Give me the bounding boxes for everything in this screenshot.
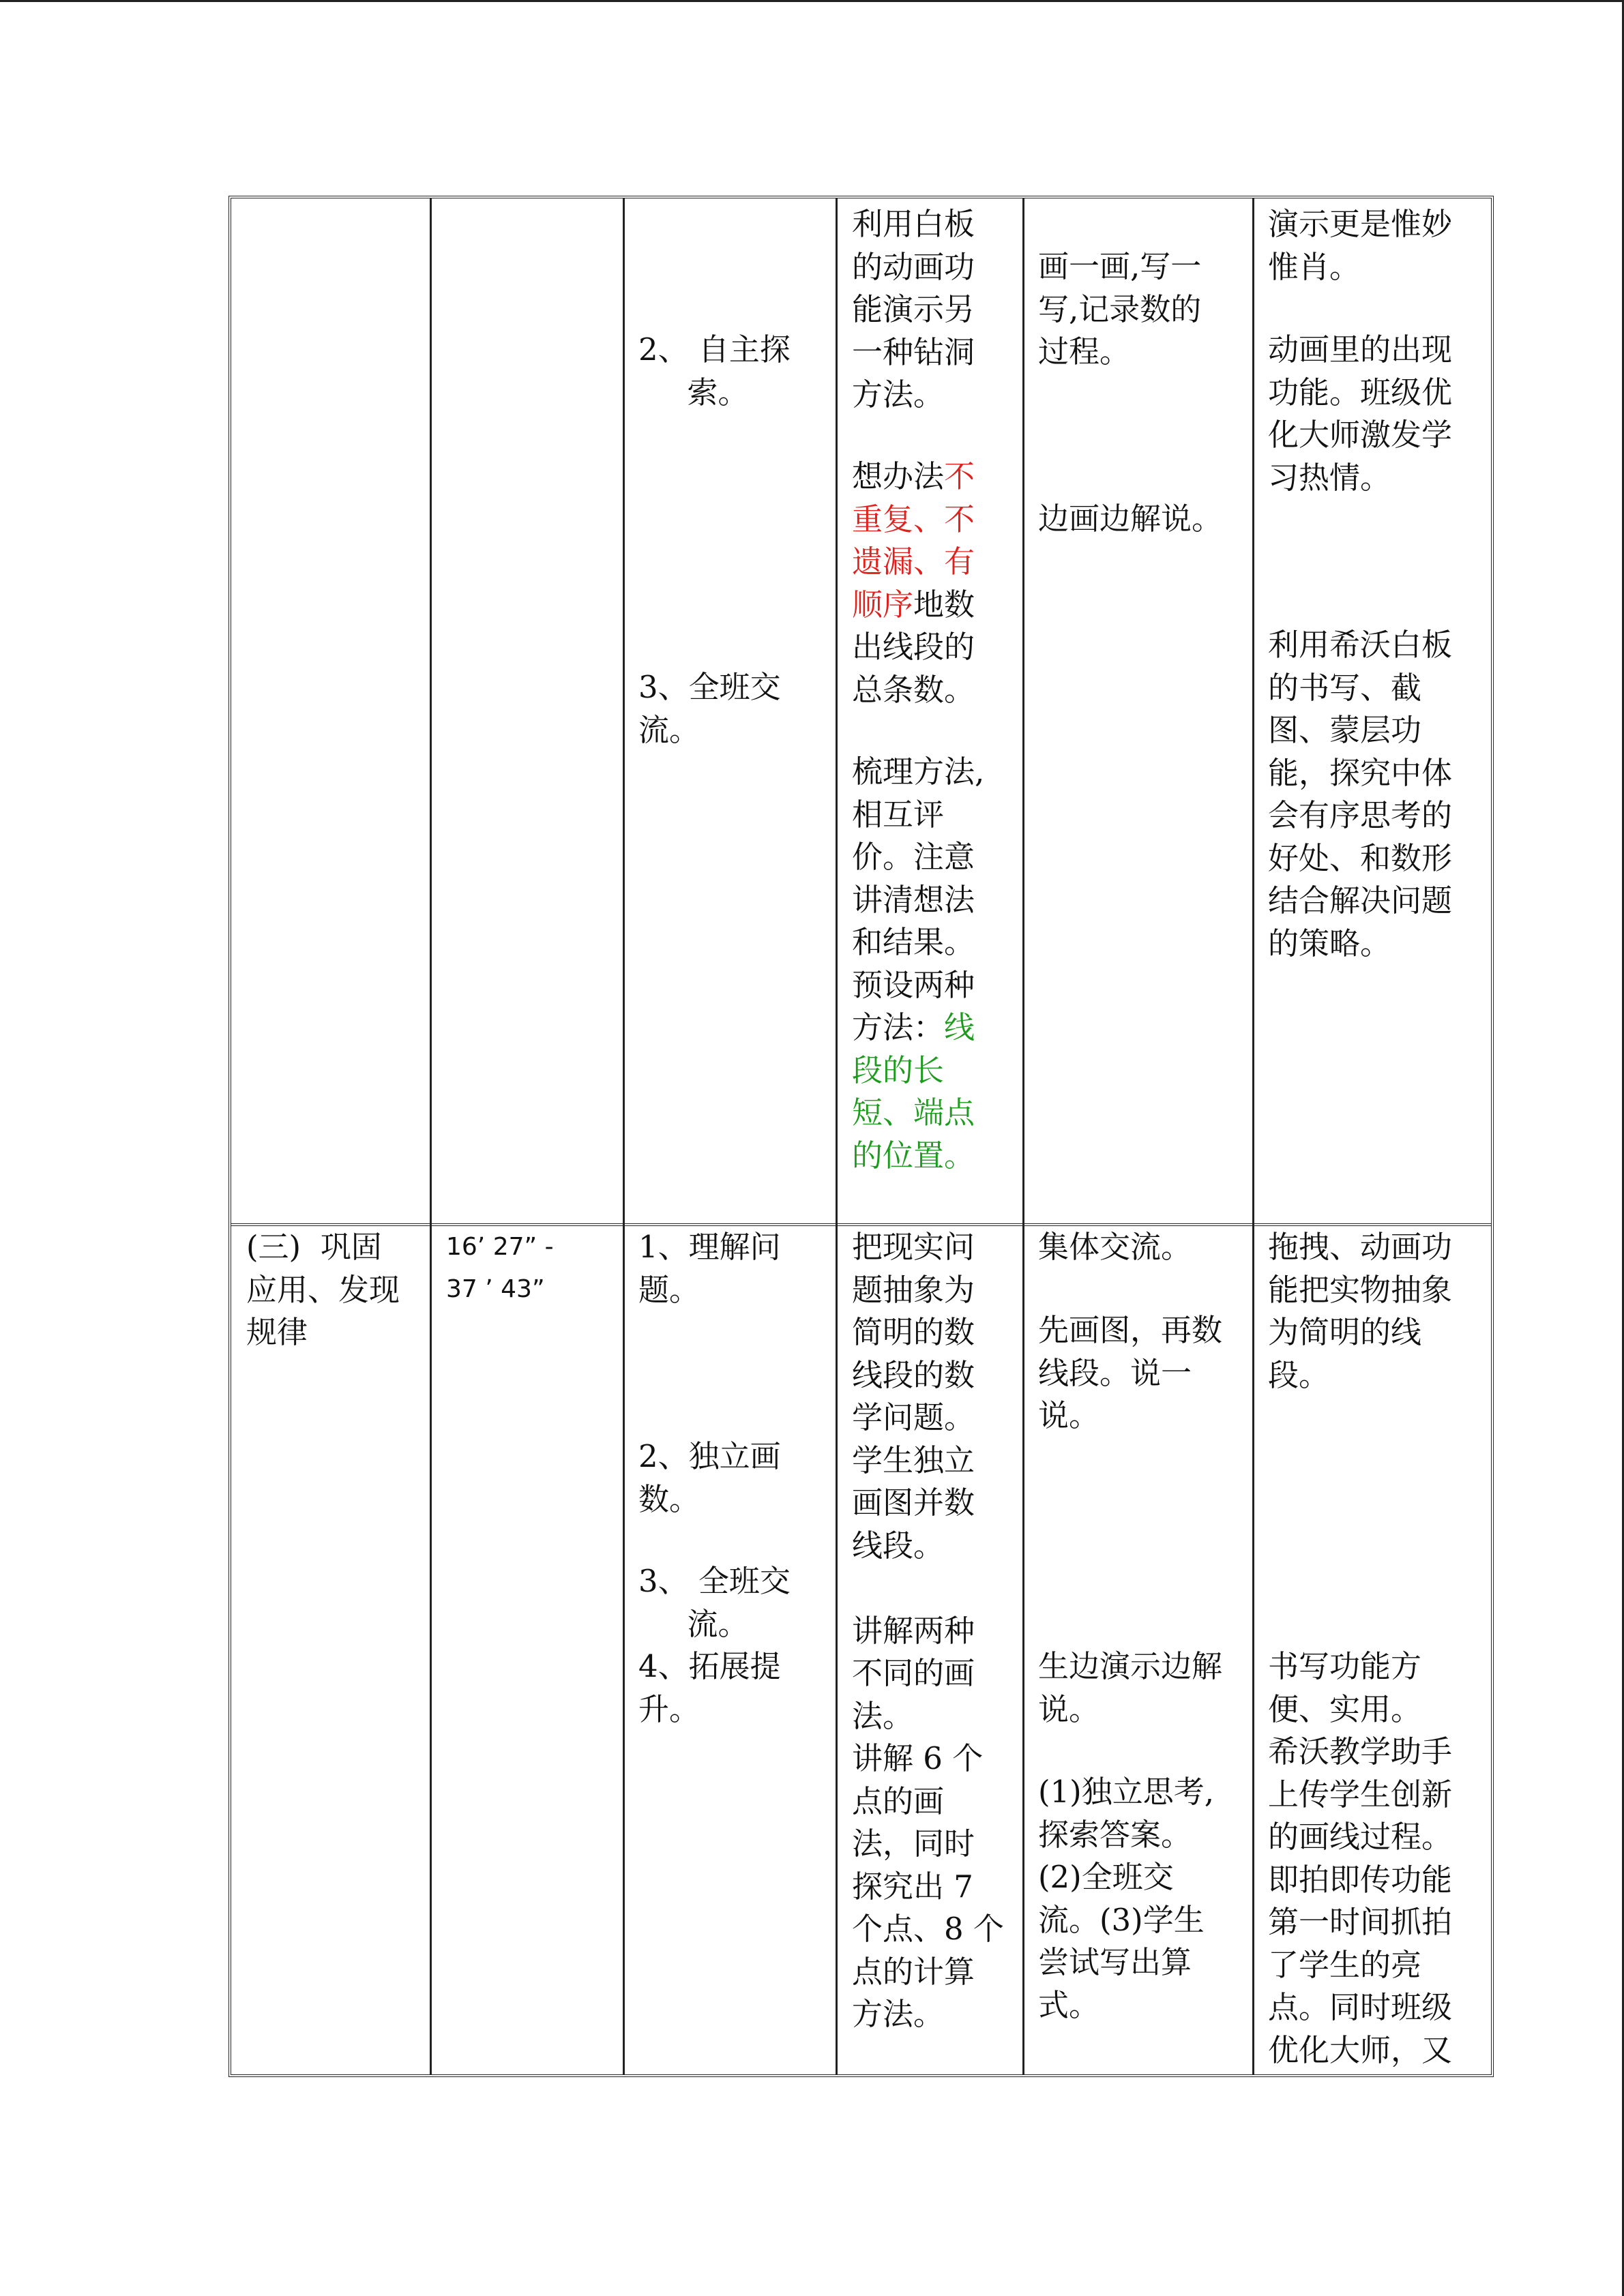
tech-note-drag: 拖拽、动画功 能把实物抽象 为简明的线 段。 — [1268, 1229, 1453, 1393]
activity-demo-explain: 生边演示边解 说。 — [1038, 1648, 1223, 1727]
tech-note-demo: 演示更是惟妙 惟肖。 — [1268, 206, 1453, 285]
column-divider — [1252, 198, 1254, 2074]
content-animation-demo: 利用白板 的动画功 能演示另 一种钻洞 方法。 — [852, 206, 975, 413]
content-count-segments: 想办法不 重复、不 遗漏、有 顺序地数 出线段的 总条数。 — [852, 458, 975, 708]
step-understand-problem: 1、理解问 题。 — [638, 1229, 781, 1308]
stage-title: (三) 巩固 应用、发现 规律 — [246, 1229, 400, 1350]
activity-group-exchange: 集体交流。 — [1038, 1229, 1192, 1265]
step-class-exchange: 3、全班交 流。 — [638, 669, 781, 748]
step-draw-count: 2、独立画 数。 — [638, 1438, 781, 1517]
activity-draw-then-count: 先画图，再数 线段。说一 说。 — [1038, 1312, 1223, 1433]
step-autonomous-exploration: 2、 自主探 索。 — [638, 331, 791, 411]
column-divider — [836, 198, 838, 2074]
column-divider — [430, 198, 432, 2074]
column-divider — [623, 198, 625, 2074]
tech-note-writing: 书写功能方 便、实用。 希沃教学助手 上传学生创新 的画线过程。 即拍即传功能 第一时间抓拍 了学生的亮 点。同时班级 优化大师，又 — [1268, 1648, 1453, 2068]
student-activity-draw: 画一画,写一 写,记录数的 过程。 — [1038, 248, 1202, 370]
step-exchange-extend: 3、 全班交 流。 4、拓展提 升。 — [638, 1563, 791, 1727]
tech-note-whiteboard: 利用希沃白板 的书写、截 图、蒙层功 能，探究中体 会有序思考的 好处、和数形 结合解决问题 的策略。 — [1268, 627, 1453, 961]
page-top-edge — [0, 0, 1624, 2]
activity-think-exchange: (1)独立思考, 探索答案。 (2)全班交 流。(3)学生 尝试写出算 式。 — [1038, 1774, 1215, 2023]
content-abstract-problem: 把现实问 题抽象为 简明的数 线段的数 学问题。 学生独立 画图并数 线段。 讲解两种 不同的画 法。 讲解 6 个 点的画 法，同时 探究出 7 个点、8 个 点的计算 方法。 — [852, 1229, 1004, 2032]
tech-note-animation: 动画里的出现 功能。班级优 化大师激发学 习热情。 — [1268, 331, 1453, 496]
student-activity-explain: 边画边解说。 — [1038, 501, 1223, 537]
lesson-plan-table — [228, 196, 1494, 2077]
time-range: 16’ 27” - 37 ’ 43” — [446, 1233, 554, 1303]
content-sort-methods: 梳理方法, 相互评 价。注意 讲清想法 和结果。 预设两种 方法：线 段的长 短、端点 的位置。 — [852, 754, 985, 1174]
column-divider — [1022, 198, 1024, 2074]
